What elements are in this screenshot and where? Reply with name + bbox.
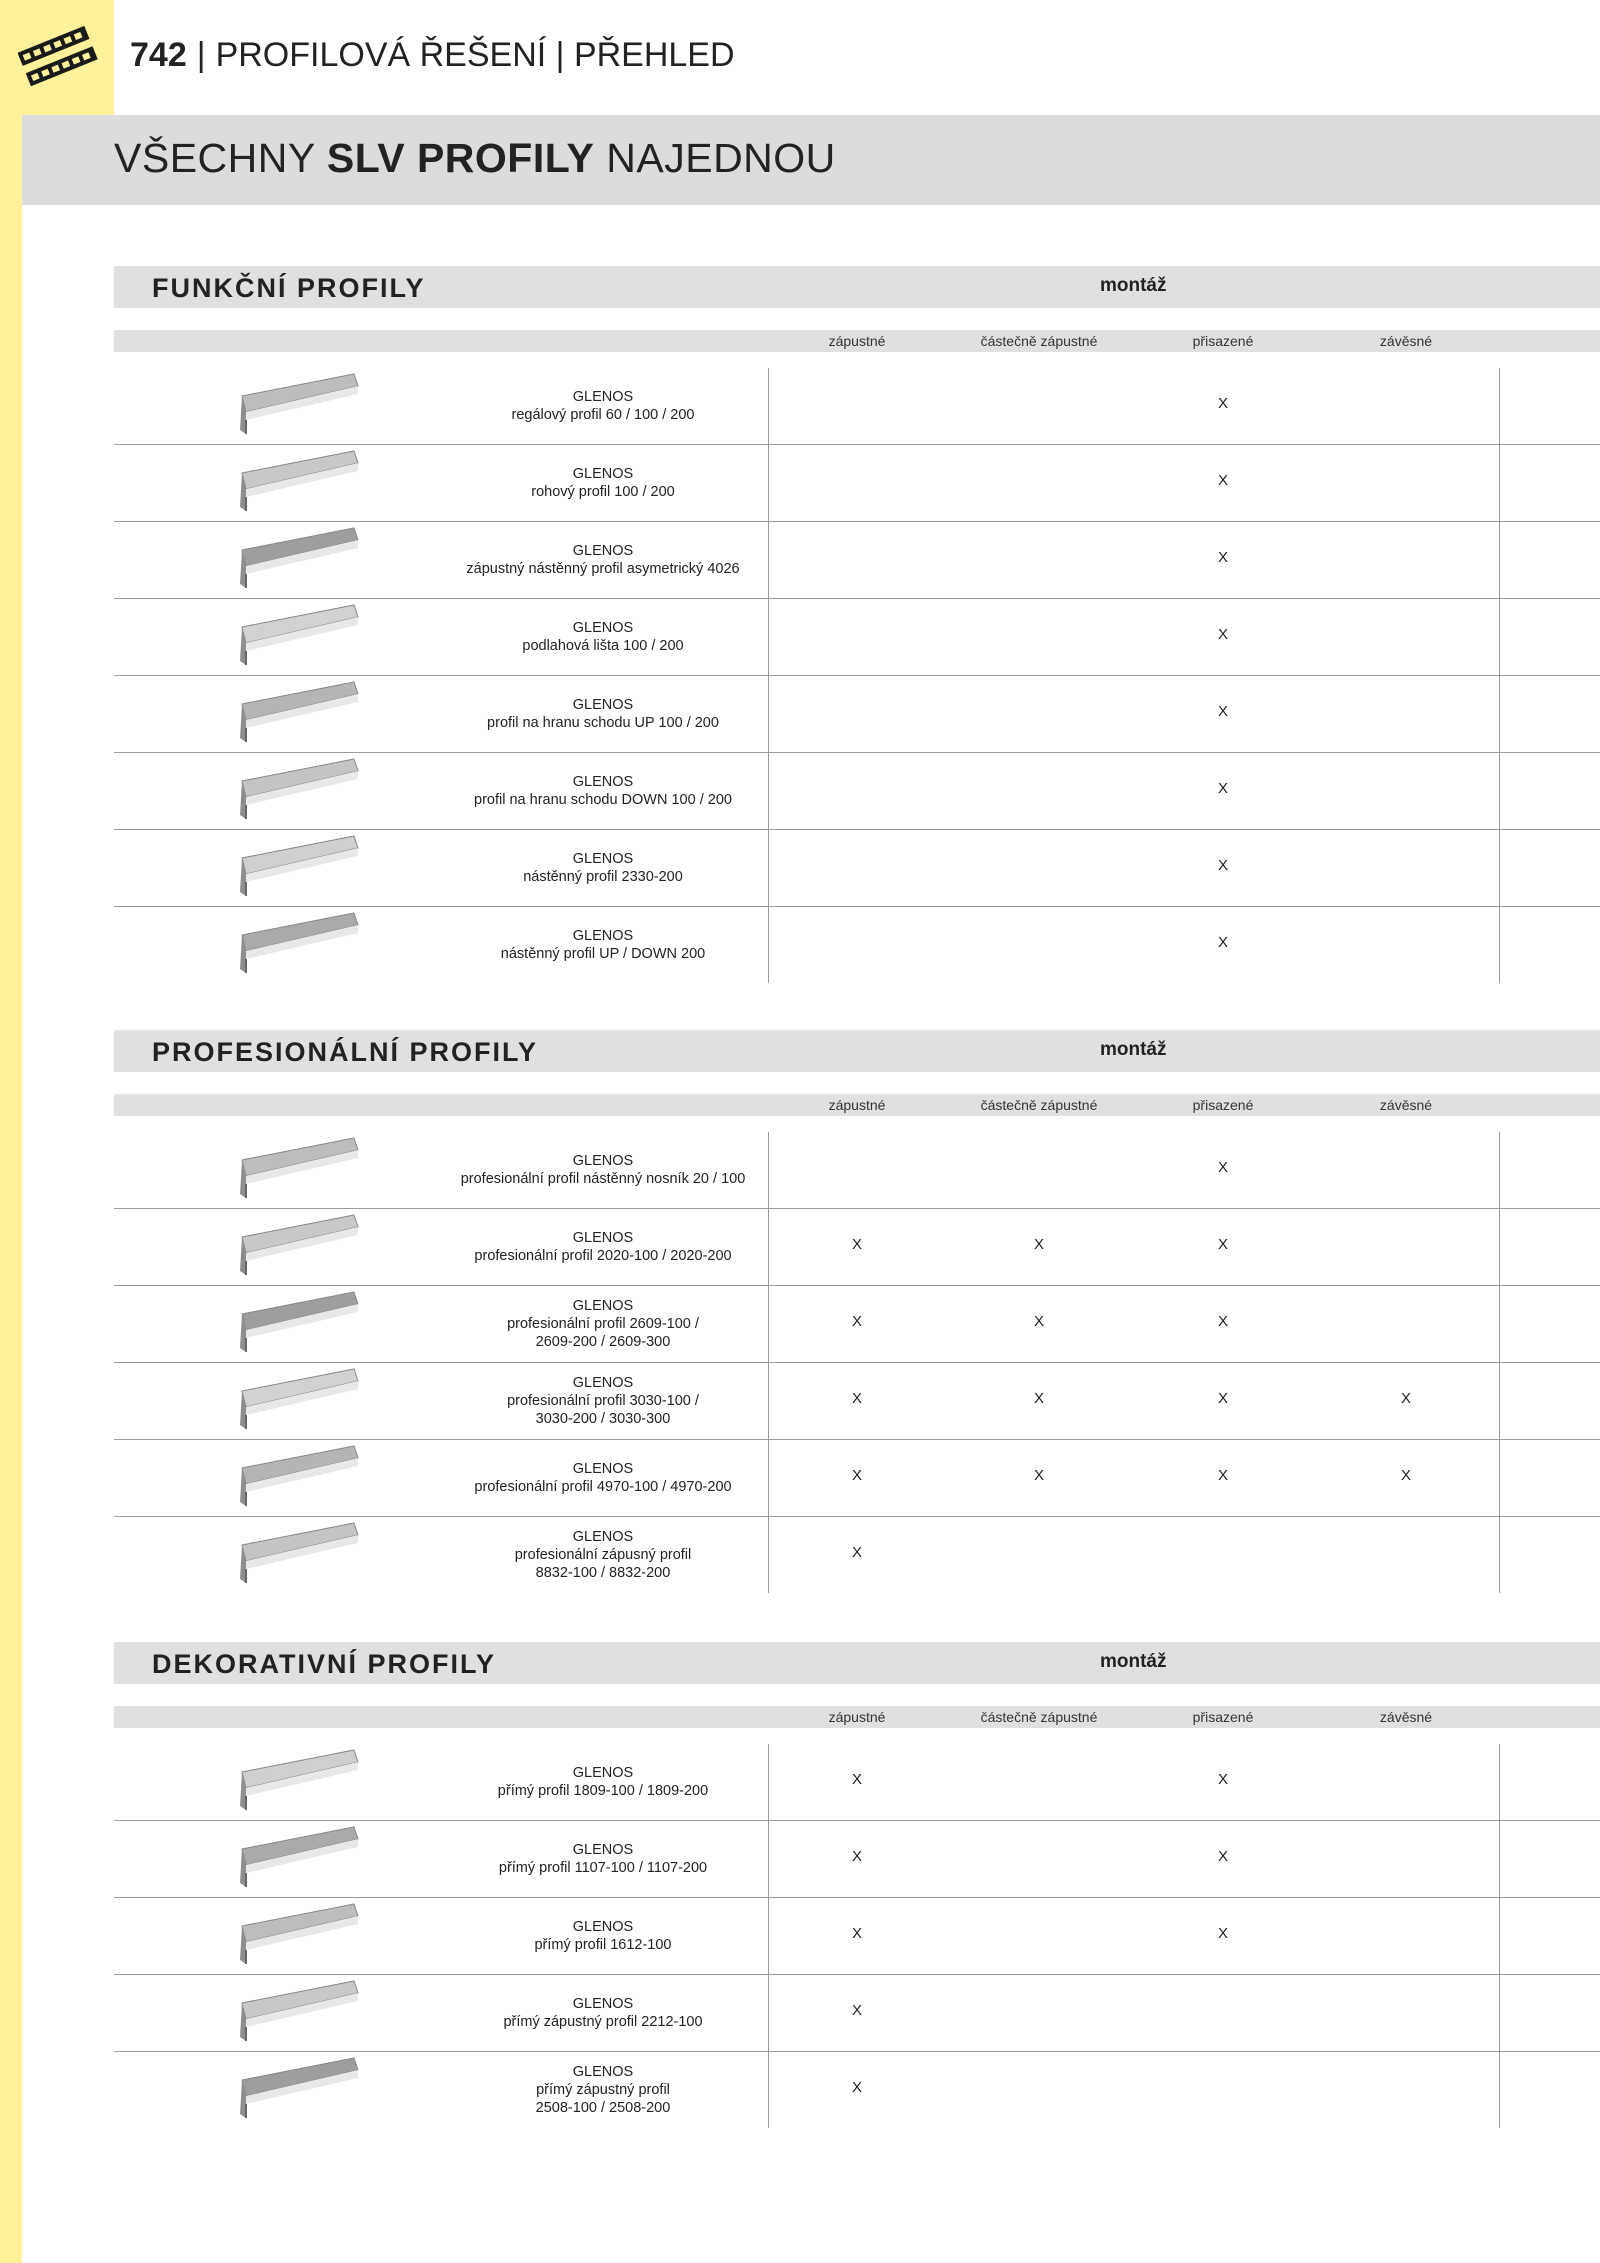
product-name (438, 907, 768, 983)
mount-mark: X (1400, 1467, 1412, 1484)
table-row (114, 906, 1600, 983)
column-divider (1499, 522, 1500, 598)
yellow-margin-strip (0, 0, 22, 2263)
product-image (236, 2056, 362, 2124)
mount-mark: X (1217, 626, 1229, 643)
section-title: FUNKČNÍ PROFILY (152, 273, 426, 303)
mount-mark: X (1217, 1390, 1229, 1407)
table-row (114, 444, 1600, 521)
column-divider (1499, 907, 1500, 983)
product-brand: GLENOS (572, 2064, 634, 2080)
product-model: regálový profil 60 / 100 / 200 (511, 407, 695, 423)
mount-mark: X (851, 1467, 863, 1484)
product-model: 2609-200 / 2609-300 (535, 1334, 671, 1350)
column-header: přisazené (1192, 333, 1254, 349)
product-brand: GLENOS (572, 1842, 634, 1858)
column-divider (768, 1209, 769, 1285)
product-model: 2508-100 / 2508-200 (535, 2100, 671, 2116)
product-model: 3030-200 / 3030-300 (535, 1411, 671, 1427)
table-row (114, 1744, 1600, 1820)
product-model: přímý zápustný profil (536, 2082, 670, 2098)
product-name (438, 676, 768, 752)
product-model: profesionální profil 4970-100 / 4970-200 (474, 1479, 732, 1495)
column-header: přisazené (1192, 1709, 1254, 1725)
mount-mark: X (1217, 1848, 1229, 1865)
mount-mark: X (851, 1236, 863, 1253)
mount-mark: X (851, 2002, 863, 2019)
product-image (236, 1444, 362, 1512)
montaz-label: montáž (1100, 275, 1167, 296)
mount-mark: X (1217, 395, 1229, 412)
product-model: přímý profil 1809-100 / 1809-200 (497, 1783, 709, 1799)
product-model: podlahová lišta 100 / 200 (522, 638, 684, 654)
section-3 (114, 1642, 1600, 2128)
product-image (236, 1367, 362, 1435)
product-model: profesionální profil 2020-100 / 2020-200 (474, 1248, 732, 1264)
table-row (114, 752, 1600, 829)
column-header: závěsné (1379, 1709, 1433, 1725)
product-model: profil na hranu schodu DOWN 100 / 200 (474, 792, 732, 808)
product-name (438, 445, 768, 521)
column-divider (1499, 1898, 1500, 1974)
mount-mark: X (1217, 857, 1229, 874)
product-model: nástěnný profil UP / DOWN 200 (500, 946, 706, 962)
title-part-1: VŠECHNY (114, 135, 327, 181)
header-separator: | (196, 36, 206, 74)
page-header (130, 36, 735, 75)
product-name (438, 1132, 768, 1208)
product-image (236, 1979, 362, 2047)
product-name (438, 753, 768, 829)
product-rows (114, 1744, 1600, 2128)
column-divider (1499, 1286, 1500, 1362)
table-row (114, 2051, 1600, 2128)
table-row (114, 1285, 1600, 1362)
column-header: částečně zápustné (980, 1709, 1098, 1725)
column-header: závěsné (1379, 1097, 1433, 1113)
mount-mark: X (1217, 780, 1229, 797)
column-divider (1499, 1209, 1500, 1285)
column-header: zápustné (828, 1709, 886, 1725)
product-image (236, 1521, 362, 1589)
table-row (114, 829, 1600, 906)
column-header: zápustné (828, 333, 886, 349)
product-name (438, 1744, 768, 1820)
table-row (114, 1439, 1600, 1516)
product-brand: GLENOS (572, 1996, 634, 2012)
product-model: 8832-100 / 8832-200 (535, 1565, 671, 1581)
mount-mark: X (851, 1544, 863, 1561)
product-model: přímý profil 1107-100 / 1107-200 (498, 1860, 708, 1876)
product-model: profesionální profil nástěnný nosník 20 / 100 (460, 1171, 746, 1187)
mount-mark: X (1033, 1313, 1045, 1330)
mount-mark: X (1400, 1390, 1412, 1407)
montaz-label: montáž (1100, 1039, 1167, 1060)
table-row (114, 598, 1600, 675)
mount-mark: X (1217, 472, 1229, 489)
column-divider (768, 676, 769, 752)
product-brand: GLENOS (572, 1765, 634, 1781)
page-title (114, 135, 836, 182)
column-divider (768, 1286, 769, 1362)
product-image (236, 526, 362, 594)
column-divider (768, 445, 769, 521)
product-image (236, 1290, 362, 1358)
product-brand: GLENOS (572, 466, 634, 482)
led-strip-icon (18, 22, 98, 92)
column-divider (768, 1440, 769, 1516)
product-image (236, 1902, 362, 1970)
column-divider (1499, 830, 1500, 906)
column-divider (1499, 368, 1500, 444)
mount-mark: X (1033, 1467, 1045, 1484)
mount-mark: X (851, 1925, 863, 1942)
title-part-2: NAJEDNOU (594, 135, 836, 181)
section-title: DEKORATIVNÍ PROFILY (152, 1649, 497, 1679)
column-divider (768, 1132, 769, 1208)
mount-mark: X (851, 1313, 863, 1330)
section-title: PROFESIONÁLNÍ PROFILY (152, 1037, 539, 1067)
product-model: přímý zápustný profil 2212-100 (503, 2014, 703, 2030)
column-divider (1499, 599, 1500, 675)
mount-mark: X (1217, 934, 1229, 951)
column-divider (768, 830, 769, 906)
product-image (236, 834, 362, 902)
product-name (438, 1209, 768, 1285)
column-header: závěsné (1379, 333, 1433, 349)
product-brand: GLENOS (572, 620, 634, 636)
product-image (236, 911, 362, 979)
column-divider (1499, 1744, 1500, 1820)
section-header (114, 266, 1600, 308)
column-divider (768, 2052, 769, 2128)
product-name (438, 830, 768, 906)
column-divider (1499, 676, 1500, 752)
column-divider (768, 1744, 769, 1820)
product-brand: GLENOS (572, 774, 634, 790)
product-brand: GLENOS (572, 1230, 634, 1246)
column-header-strip (114, 1706, 1600, 1728)
header-section-text: PROFILOVÁ ŘEŠENÍ | PŘEHLED (215, 36, 735, 74)
column-header-strip (114, 1094, 1600, 1116)
montaz-label: montáž (1100, 1651, 1167, 1672)
product-image (236, 1136, 362, 1204)
mount-mark: X (1217, 549, 1229, 566)
product-image (236, 372, 362, 440)
product-model: profesionální profil 2609-100 / (507, 1316, 699, 1332)
product-name (438, 2052, 768, 2128)
table-row (114, 1820, 1600, 1897)
product-name (438, 368, 768, 444)
section-header (114, 1642, 1600, 1684)
mount-mark: X (1217, 1771, 1229, 1788)
mount-mark: X (1217, 1236, 1229, 1253)
product-brand: GLENOS (572, 1153, 634, 1169)
product-model: profil na hranu schodu UP 100 / 200 (487, 715, 719, 731)
product-brand: GLENOS (572, 389, 634, 405)
product-name (438, 1363, 768, 1439)
column-divider (1499, 753, 1500, 829)
mount-mark: X (1033, 1390, 1045, 1407)
product-image (236, 680, 362, 748)
column-header: přisazené (1192, 1097, 1254, 1113)
section-2 (114, 1030, 1600, 1593)
mount-mark: X (1033, 1236, 1045, 1253)
product-image (236, 757, 362, 825)
column-divider (768, 907, 769, 983)
column-divider (768, 522, 769, 598)
table-row (114, 1208, 1600, 1285)
column-divider (1499, 445, 1500, 521)
product-brand: GLENOS (572, 1919, 634, 1935)
product-name (438, 599, 768, 675)
table-row (114, 1132, 1600, 1208)
column-header: částečně zápustné (980, 333, 1098, 349)
table-row (114, 368, 1600, 444)
product-model: profesionální zápusný profil (514, 1547, 692, 1563)
product-image (236, 1213, 362, 1281)
mount-mark: X (851, 1771, 863, 1788)
column-header: částečně zápustné (980, 1097, 1098, 1113)
column-divider (768, 599, 769, 675)
column-divider (768, 753, 769, 829)
column-header-strip (114, 330, 1600, 352)
column-divider (1499, 1363, 1500, 1439)
mount-mark: X (1217, 1467, 1229, 1484)
mount-mark: X (851, 1390, 863, 1407)
column-divider (768, 1363, 769, 1439)
table-row (114, 675, 1600, 752)
product-name (438, 1821, 768, 1897)
product-rows (114, 368, 1600, 983)
product-name (438, 1440, 768, 1516)
product-model: přímý profil 1612-100 (534, 1937, 672, 1953)
table-row (114, 1897, 1600, 1974)
column-divider (768, 1898, 769, 1974)
product-model: nástěnný profil 2330-200 (523, 869, 683, 885)
mount-mark: X (851, 1848, 863, 1865)
mount-mark: X (1217, 1925, 1229, 1942)
column-divider (1499, 1517, 1500, 1593)
product-image (236, 603, 362, 671)
product-rows (114, 1132, 1600, 1593)
page-number: 742 (130, 36, 187, 74)
product-brand: GLENOS (572, 697, 634, 713)
product-brand: GLENOS (572, 1298, 634, 1314)
product-name (438, 1517, 768, 1593)
section-1 (114, 266, 1600, 983)
product-model: zápustný nástěnný profil asymetrický 4026 (466, 561, 740, 577)
table-row (114, 521, 1600, 598)
product-name (438, 1898, 768, 1974)
product-model: profesionální profil 3030-100 / (507, 1393, 699, 1409)
table-row (114, 1516, 1600, 1593)
product-brand: GLENOS (572, 1375, 634, 1391)
product-brand: GLENOS (572, 928, 634, 944)
column-divider (768, 1975, 769, 2051)
column-divider (1499, 1975, 1500, 2051)
column-header: zápustné (828, 1097, 886, 1113)
product-brand: GLENOS (572, 851, 634, 867)
column-divider (1499, 2052, 1500, 2128)
product-brand: GLENOS (572, 543, 634, 559)
column-divider (1499, 1132, 1500, 1208)
column-divider (768, 1517, 769, 1593)
table-row (114, 1974, 1600, 2051)
column-divider (768, 368, 769, 444)
product-name (438, 1286, 768, 1362)
product-brand: GLENOS (572, 1529, 634, 1545)
mount-mark: X (851, 2079, 863, 2096)
column-divider (768, 1821, 769, 1897)
catalog-logo (0, 0, 114, 115)
column-divider (1499, 1821, 1500, 1897)
product-name (438, 522, 768, 598)
product-brand: GLENOS (572, 1461, 634, 1477)
mount-mark: X (1217, 1159, 1229, 1176)
title-bold: SLV PROFILY (326, 135, 595, 181)
table-row (114, 1362, 1600, 1439)
mount-mark: X (1217, 1313, 1229, 1330)
section-header (114, 1030, 1600, 1072)
mount-mark: X (1217, 703, 1229, 720)
product-image (236, 449, 362, 517)
column-divider (1499, 1440, 1500, 1516)
product-image (236, 1825, 362, 1893)
product-image (236, 1748, 362, 1816)
product-name (438, 1975, 768, 2051)
product-model: rohový profil 100 / 200 (531, 484, 675, 500)
